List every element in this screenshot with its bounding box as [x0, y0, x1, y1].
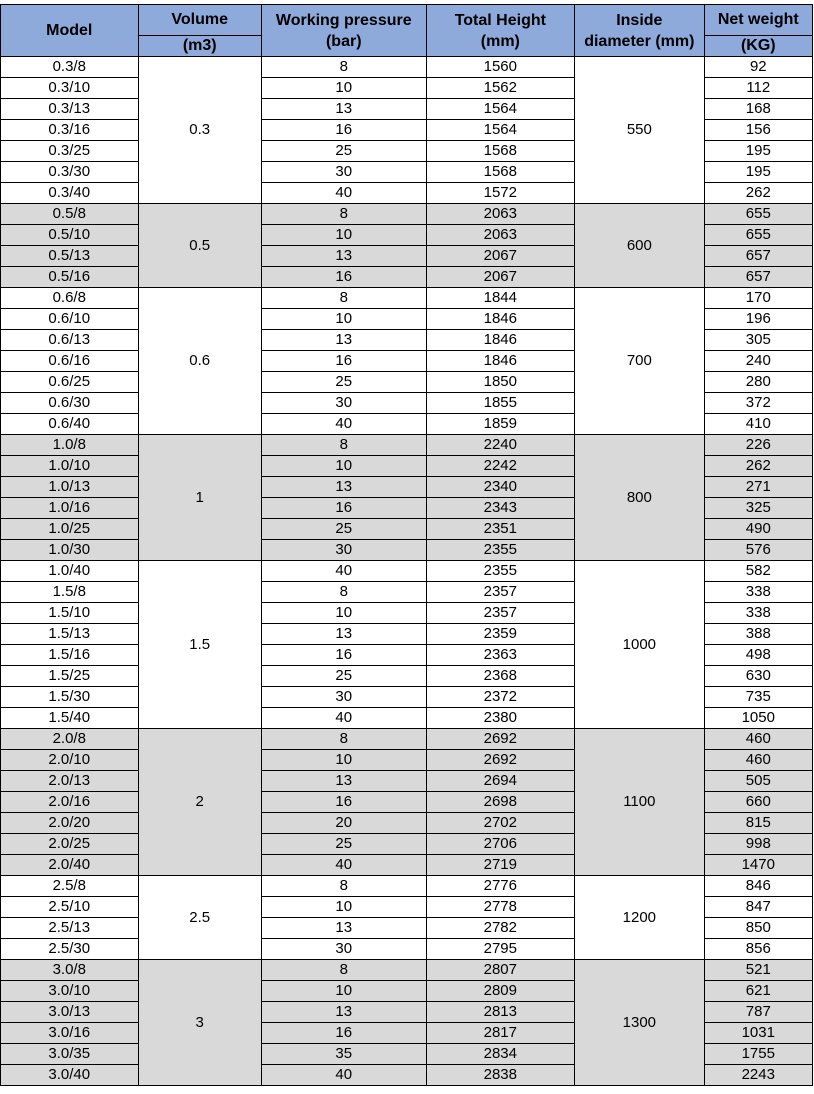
cell-model: 1.5/30 — [1, 687, 139, 708]
cell-net-weight: 460 — [704, 729, 812, 750]
cell-model: 0.5/10 — [1, 225, 139, 246]
cell-total-height: 2380 — [426, 708, 575, 729]
cell-model: 1.5/10 — [1, 603, 139, 624]
cell-net-weight: 226 — [704, 435, 812, 456]
cell-total-height: 1560 — [426, 57, 575, 78]
cell-model: 0.6/13 — [1, 330, 139, 351]
cell-total-height: 2359 — [426, 624, 575, 645]
cell-working-pressure: 16 — [261, 351, 426, 372]
cell-total-height: 2702 — [426, 813, 575, 834]
cell-working-pressure: 40 — [261, 561, 426, 582]
cell-working-pressure: 16 — [261, 645, 426, 666]
cell-volume: 1.5 — [138, 561, 261, 729]
cell-model: 0.6/10 — [1, 309, 139, 330]
cell-working-pressure: 30 — [261, 939, 426, 960]
cell-total-height: 2698 — [426, 792, 575, 813]
cell-model: 0.3/30 — [1, 162, 139, 183]
cell-total-height: 2776 — [426, 876, 575, 897]
cell-model: 0.3/40 — [1, 183, 139, 204]
cell-net-weight: 262 — [704, 456, 812, 477]
cell-net-weight: 630 — [704, 666, 812, 687]
cell-working-pressure: 10 — [261, 981, 426, 1002]
cell-working-pressure: 40 — [261, 183, 426, 204]
cell-net-weight: 582 — [704, 561, 812, 582]
cell-model: 2.0/25 — [1, 834, 139, 855]
cell-working-pressure: 16 — [261, 267, 426, 288]
cell-working-pressure: 40 — [261, 708, 426, 729]
cell-net-weight: 505 — [704, 771, 812, 792]
cell-model: 3.0/10 — [1, 981, 139, 1002]
cell-net-weight: 280 — [704, 372, 812, 393]
table-row — [1, 204, 813, 225]
cell-volume: 1 — [138, 435, 261, 561]
cell-model: 0.5/8 — [1, 204, 139, 225]
header-volume-unit: (m3) — [138, 36, 261, 57]
cell-total-height: 2343 — [426, 498, 575, 519]
cell-working-pressure: 13 — [261, 330, 426, 351]
cell-total-height: 1859 — [426, 414, 575, 435]
cell-total-height: 2795 — [426, 939, 575, 960]
cell-total-height: 2357 — [426, 603, 575, 624]
cell-model: 0.3/13 — [1, 99, 139, 120]
cell-model: 0.6/8 — [1, 288, 139, 309]
cell-working-pressure: 8 — [261, 729, 426, 750]
header-inside-diameter — [575, 5, 704, 57]
cell-model: 0.3/8 — [1, 57, 139, 78]
cell-model: 1.5/25 — [1, 666, 139, 687]
cell-total-height: 2067 — [426, 267, 575, 288]
cell-net-weight: 410 — [704, 414, 812, 435]
cell-net-weight: 657 — [704, 246, 812, 267]
cell-volume: 2.5 — [138, 876, 261, 960]
cell-model: 3.0/8 — [1, 960, 139, 981]
cell-working-pressure: 10 — [261, 750, 426, 771]
cell-model: 1.0/16 — [1, 498, 139, 519]
cell-working-pressure: 13 — [261, 246, 426, 267]
cell-total-height: 2363 — [426, 645, 575, 666]
cell-total-height: 1844 — [426, 288, 575, 309]
cell-working-pressure: 8 — [261, 204, 426, 225]
cell-model: 0.6/25 — [1, 372, 139, 393]
cell-model: 0.6/40 — [1, 414, 139, 435]
cell-net-weight: 2243 — [704, 1065, 812, 1086]
cell-model: 3.0/16 — [1, 1023, 139, 1044]
cell-model: 2.5/10 — [1, 897, 139, 918]
cell-net-weight: 305 — [704, 330, 812, 351]
cell-total-height: 2692 — [426, 729, 575, 750]
cell-total-height: 2063 — [426, 225, 575, 246]
table-row — [1, 435, 813, 456]
cell-working-pressure: 30 — [261, 687, 426, 708]
cell-net-weight: 170 — [704, 288, 812, 309]
cell-working-pressure: 13 — [261, 477, 426, 498]
cell-model: 0.3/10 — [1, 78, 139, 99]
cell-working-pressure: 8 — [261, 288, 426, 309]
table-header — [1, 5, 813, 57]
cell-model: 1.0/40 — [1, 561, 139, 582]
cell-total-height: 1850 — [426, 372, 575, 393]
cell-model: 2.0/20 — [1, 813, 139, 834]
cell-total-height: 2355 — [426, 540, 575, 561]
cell-model: 1.5/13 — [1, 624, 139, 645]
cell-net-weight: 576 — [704, 540, 812, 561]
cell-model: 1.0/10 — [1, 456, 139, 477]
cell-working-pressure: 8 — [261, 582, 426, 603]
cell-total-height: 1846 — [426, 351, 575, 372]
cell-net-weight: 998 — [704, 834, 812, 855]
header-net-weight-unit: (KG) — [704, 36, 812, 57]
cell-net-weight: 850 — [704, 918, 812, 939]
cell-total-height: 1564 — [426, 120, 575, 141]
table-row — [1, 288, 813, 309]
cell-net-weight: 787 — [704, 1002, 812, 1023]
cell-working-pressure: 10 — [261, 603, 426, 624]
cell-working-pressure: 10 — [261, 78, 426, 99]
header-total-height — [426, 5, 575, 57]
cell-working-pressure: 16 — [261, 792, 426, 813]
cell-working-pressure: 16 — [261, 498, 426, 519]
cell-total-height: 2063 — [426, 204, 575, 225]
header-volume: Volume — [138, 5, 261, 36]
cell-total-height: 2240 — [426, 435, 575, 456]
cell-total-height: 1846 — [426, 309, 575, 330]
cell-working-pressure: 10 — [261, 225, 426, 246]
table-row — [1, 57, 813, 78]
cell-working-pressure: 8 — [261, 57, 426, 78]
cell-working-pressure: 25 — [261, 666, 426, 687]
cell-inside-diameter: 1100 — [575, 729, 704, 876]
cell-working-pressure: 13 — [261, 99, 426, 120]
cell-model: 0.5/13 — [1, 246, 139, 267]
cell-working-pressure: 25 — [261, 372, 426, 393]
cell-model: 3.0/35 — [1, 1044, 139, 1065]
cell-volume: 3 — [138, 960, 261, 1086]
cell-model: 3.0/40 — [1, 1065, 139, 1086]
header-inside-diameter-text: Inside diameter (mm) — [584, 11, 695, 50]
cell-net-weight: 196 — [704, 309, 812, 330]
cell-model: 1.5/8 — [1, 582, 139, 603]
cell-total-height: 2372 — [426, 687, 575, 708]
cell-net-weight: 262 — [704, 183, 812, 204]
cell-net-weight: 240 — [704, 351, 812, 372]
cell-volume: 0.6 — [138, 288, 261, 435]
cell-total-height: 2817 — [426, 1023, 575, 1044]
cell-model: 1.0/13 — [1, 477, 139, 498]
cell-model: 1.0/25 — [1, 519, 139, 540]
cell-model: 0.5/16 — [1, 267, 139, 288]
cell-net-weight: 271 — [704, 477, 812, 498]
cell-net-weight: 521 — [704, 960, 812, 981]
cell-net-weight: 1050 — [704, 708, 812, 729]
cell-working-pressure: 30 — [261, 162, 426, 183]
cell-working-pressure: 10 — [261, 897, 426, 918]
cell-total-height: 2351 — [426, 519, 575, 540]
cell-model: 2.5/13 — [1, 918, 139, 939]
cell-working-pressure: 30 — [261, 393, 426, 414]
cell-total-height: 2692 — [426, 750, 575, 771]
cell-net-weight: 655 — [704, 204, 812, 225]
cell-total-height: 1564 — [426, 99, 575, 120]
cell-net-weight: 847 — [704, 897, 812, 918]
cell-model: 1.0/8 — [1, 435, 139, 456]
cell-working-pressure: 25 — [261, 519, 426, 540]
cell-model: 1.5/40 — [1, 708, 139, 729]
cell-working-pressure: 20 — [261, 813, 426, 834]
cell-working-pressure: 40 — [261, 855, 426, 876]
cell-inside-diameter: 550 — [575, 57, 704, 204]
cell-total-height: 2357 — [426, 582, 575, 603]
cell-total-height: 1568 — [426, 162, 575, 183]
cell-working-pressure: 13 — [261, 1002, 426, 1023]
cell-total-height: 2719 — [426, 855, 575, 876]
cell-model: 2.0/13 — [1, 771, 139, 792]
cell-working-pressure: 16 — [261, 120, 426, 141]
cell-inside-diameter: 800 — [575, 435, 704, 561]
cell-model: 2.0/8 — [1, 729, 139, 750]
cell-volume: 0.3 — [138, 57, 261, 204]
cell-model: 2.5/8 — [1, 876, 139, 897]
cell-total-height: 2694 — [426, 771, 575, 792]
cell-net-weight: 168 — [704, 99, 812, 120]
cell-total-height: 2340 — [426, 477, 575, 498]
cell-model: 0.6/16 — [1, 351, 139, 372]
cell-net-weight: 498 — [704, 645, 812, 666]
table-row — [1, 729, 813, 750]
cell-inside-diameter: 700 — [575, 288, 704, 435]
cell-net-weight: 735 — [704, 687, 812, 708]
cell-net-weight: 1755 — [704, 1044, 812, 1065]
header-net-weight: Net weight — [704, 5, 812, 36]
cell-net-weight: 815 — [704, 813, 812, 834]
cell-total-height: 2706 — [426, 834, 575, 855]
cell-net-weight: 156 — [704, 120, 812, 141]
cell-working-pressure: 35 — [261, 1044, 426, 1065]
cell-working-pressure: 25 — [261, 141, 426, 162]
cell-total-height: 2242 — [426, 456, 575, 477]
cell-net-weight: 112 — [704, 78, 812, 99]
cell-model: 0.3/16 — [1, 120, 139, 141]
cell-total-height: 2813 — [426, 1002, 575, 1023]
table-row — [1, 561, 813, 582]
cell-net-weight: 195 — [704, 141, 812, 162]
cell-total-height: 2809 — [426, 981, 575, 1002]
cell-total-height: 2067 — [426, 246, 575, 267]
cell-net-weight: 92 — [704, 57, 812, 78]
cell-working-pressure: 30 — [261, 540, 426, 561]
cell-net-weight: 621 — [704, 981, 812, 1002]
cell-model: 0.3/25 — [1, 141, 139, 162]
cell-net-weight: 1470 — [704, 855, 812, 876]
cell-working-pressure: 13 — [261, 771, 426, 792]
cell-working-pressure: 10 — [261, 309, 426, 330]
spec-table — [0, 4, 813, 1086]
cell-net-weight: 338 — [704, 603, 812, 624]
header-model: Model — [1, 5, 139, 57]
cell-working-pressure: 8 — [261, 960, 426, 981]
cell-working-pressure: 25 — [261, 834, 426, 855]
table-row — [1, 960, 813, 981]
cell-total-height: 1846 — [426, 330, 575, 351]
spec-sheet — [0, 4, 813, 1086]
cell-net-weight: 1031 — [704, 1023, 812, 1044]
cell-total-height: 1568 — [426, 141, 575, 162]
cell-net-weight: 657 — [704, 267, 812, 288]
cell-working-pressure: 8 — [261, 876, 426, 897]
cell-model: 2.0/16 — [1, 792, 139, 813]
cell-net-weight: 846 — [704, 876, 812, 897]
cell-net-weight: 388 — [704, 624, 812, 645]
cell-working-pressure: 16 — [261, 1023, 426, 1044]
cell-net-weight: 195 — [704, 162, 812, 183]
cell-net-weight: 660 — [704, 792, 812, 813]
cell-net-weight: 460 — [704, 750, 812, 771]
cell-inside-diameter: 1200 — [575, 876, 704, 960]
cell-net-weight: 372 — [704, 393, 812, 414]
cell-working-pressure: 13 — [261, 918, 426, 939]
cell-total-height: 2778 — [426, 897, 575, 918]
cell-model: 2.0/40 — [1, 855, 139, 876]
cell-total-height: 2834 — [426, 1044, 575, 1065]
cell-inside-diameter: 600 — [575, 204, 704, 288]
table-body — [1, 57, 813, 1086]
cell-net-weight: 856 — [704, 939, 812, 960]
cell-model: 3.0/13 — [1, 1002, 139, 1023]
cell-net-weight: 655 — [704, 225, 812, 246]
cell-working-pressure: 13 — [261, 624, 426, 645]
cell-working-pressure: 40 — [261, 1065, 426, 1086]
cell-total-height: 2838 — [426, 1065, 575, 1086]
cell-total-height: 2368 — [426, 666, 575, 687]
header-working-pressure-text: Working pressure (bar) — [275, 11, 412, 50]
cell-volume: 2 — [138, 729, 261, 876]
cell-model: 2.5/30 — [1, 939, 139, 960]
cell-total-height: 1855 — [426, 393, 575, 414]
cell-model: 1.5/16 — [1, 645, 139, 666]
cell-inside-diameter: 1000 — [575, 561, 704, 729]
cell-model: 1.0/30 — [1, 540, 139, 561]
cell-total-height: 1562 — [426, 78, 575, 99]
cell-model: 2.0/10 — [1, 750, 139, 771]
cell-total-height: 2355 — [426, 561, 575, 582]
cell-total-height: 2782 — [426, 918, 575, 939]
cell-model: 0.6/30 — [1, 393, 139, 414]
cell-working-pressure: 10 — [261, 456, 426, 477]
cell-net-weight: 490 — [704, 519, 812, 540]
cell-inside-diameter: 1300 — [575, 960, 704, 1086]
cell-working-pressure: 8 — [261, 435, 426, 456]
cell-total-height: 1572 — [426, 183, 575, 204]
cell-total-height: 2807 — [426, 960, 575, 981]
cell-net-weight: 338 — [704, 582, 812, 603]
header-total-height-text: Total Height (mm) — [454, 11, 546, 50]
cell-volume: 0.5 — [138, 204, 261, 288]
header-working-pressure — [261, 5, 426, 57]
cell-net-weight: 325 — [704, 498, 812, 519]
cell-working-pressure: 40 — [261, 414, 426, 435]
table-row — [1, 876, 813, 897]
